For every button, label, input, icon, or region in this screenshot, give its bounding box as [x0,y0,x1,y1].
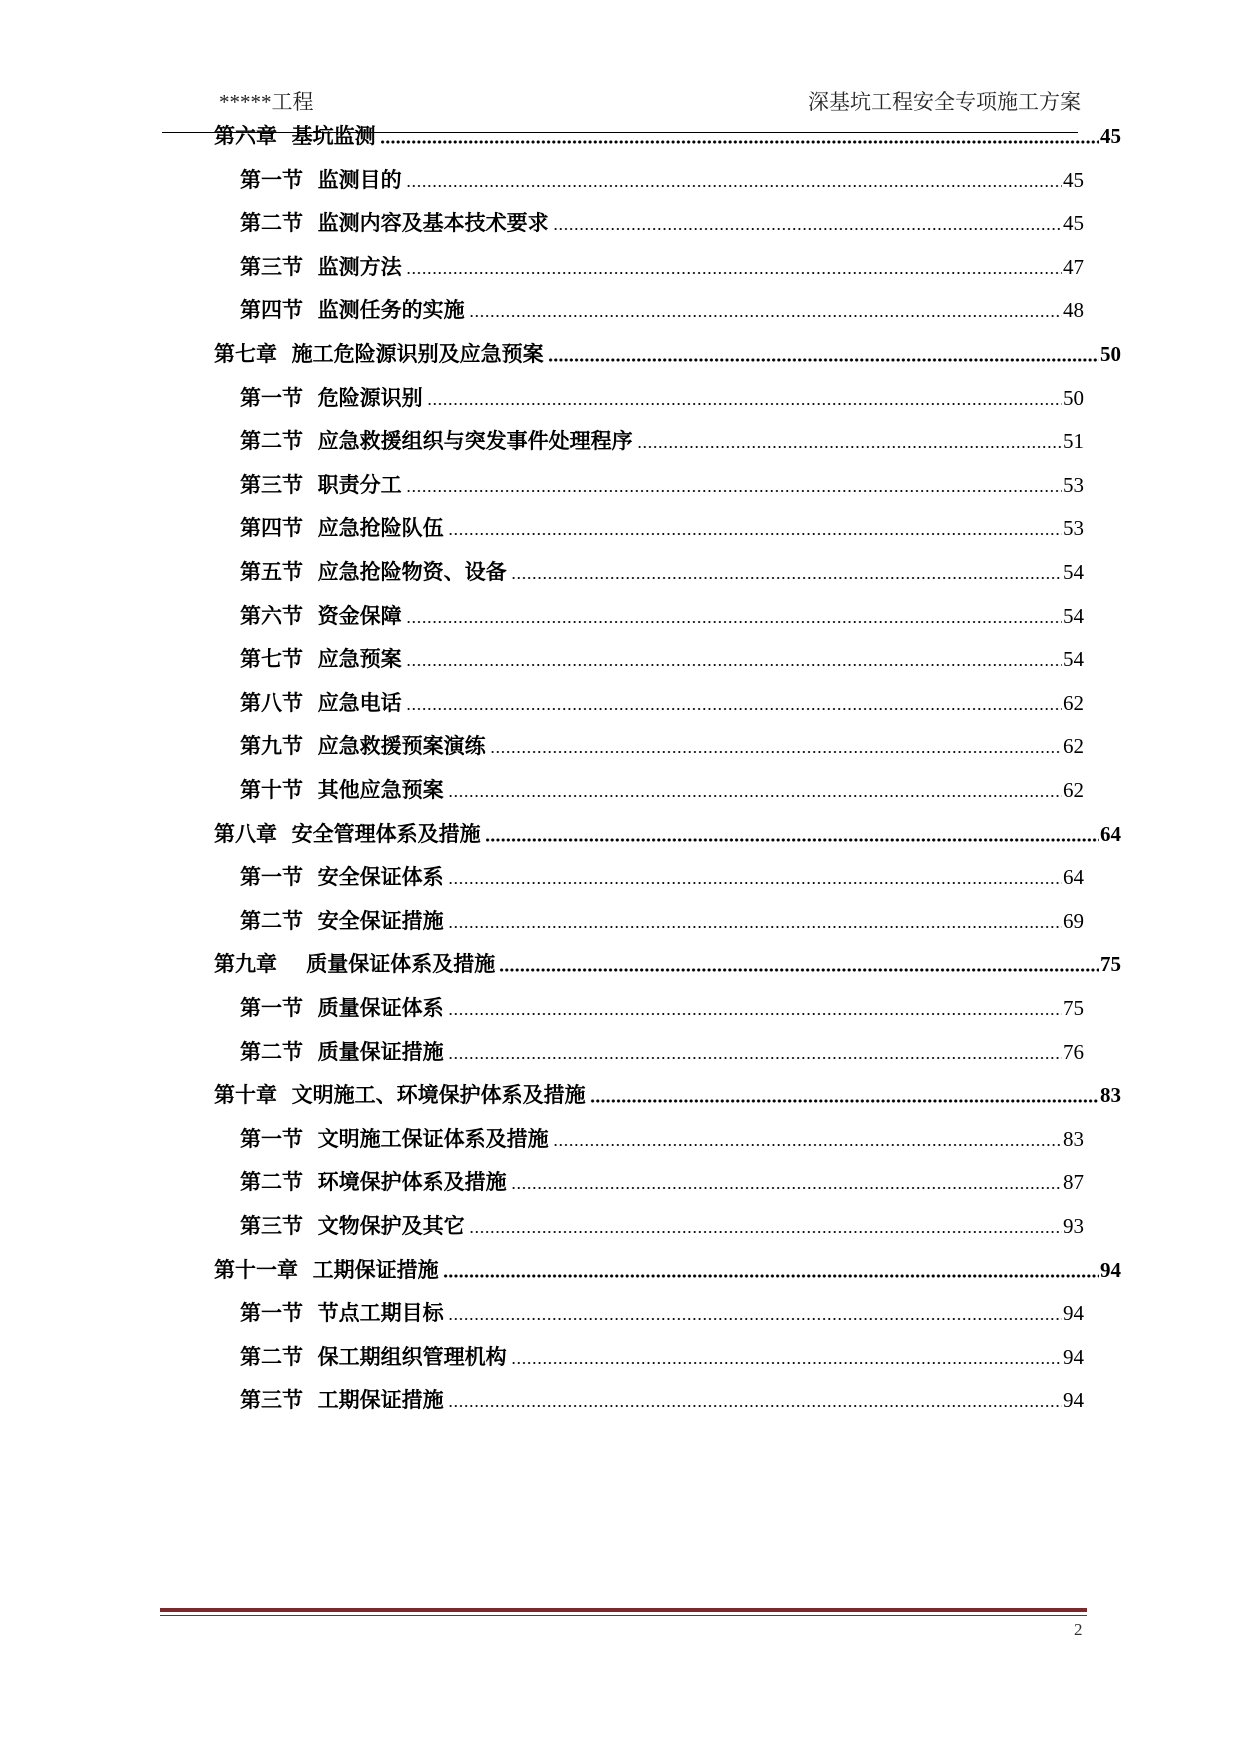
footer-divider-thin [160,1615,1087,1616]
toc-chapter-entry[interactable] [214,1077,1121,1109]
toc-entry-page: 47 [1063,254,1084,279]
toc-entry-title: 第二节 安全保证措施 [240,908,444,933]
toc-dot-leader [511,1170,1062,1190]
toc-dot-leader [553,211,1062,231]
toc-entry-title: 第一节 节点工期目标 [240,1301,444,1326]
header-project-name: *****工程 [219,90,314,114]
toc-section-entry[interactable] [240,423,1084,455]
toc-entry-page: 45 [1063,211,1084,236]
header-document-title: 深基坑工程安全专项施工方案 [808,90,1081,114]
toc-chapter-entry[interactable] [214,946,1121,978]
toc-entry-page: 94 [1063,1388,1084,1413]
toc-entry-title: 第二节 监测内容及基本技术要求 [240,211,549,236]
toc-section-entry[interactable] [240,292,1084,324]
toc-section-entry[interactable] [240,380,1084,412]
toc-dot-leader [448,1040,1062,1060]
toc-dot-leader [380,124,1099,144]
toc-entry-title: 第八章 安全管理体系及措施 [214,821,481,846]
toc-section-entry[interactable] [240,1034,1084,1066]
toc-dot-leader [469,298,1062,318]
toc-section-entry[interactable] [240,685,1084,717]
toc-chapter-entry[interactable] [214,336,1121,368]
toc-entry-page: 62 [1063,690,1084,715]
toc-entry-title: 第三节 工期保证措施 [240,1388,444,1413]
toc-dot-leader [469,1214,1062,1234]
toc-entry-title: 第六章 基坑监测 [214,124,376,148]
toc-section-entry[interactable] [240,249,1084,281]
page-number: 2 [1074,1620,1083,1639]
toc-dot-leader [406,473,1062,493]
toc-entry-title: 第七节 应急预案 [240,647,402,672]
toc-section-entry[interactable] [240,772,1084,804]
toc-dot-leader [406,647,1062,667]
toc-section-entry[interactable] [240,554,1084,586]
toc-entry-page: 76 [1063,1039,1084,1064]
toc-entry-page: 94 [1063,1344,1084,1369]
toc-section-entry[interactable] [240,467,1084,499]
footer-divider [160,1608,1087,1612]
toc-entry-title: 第三节 监测方法 [240,254,402,279]
toc-entry-page: 64 [1100,821,1121,846]
toc-section-entry[interactable] [240,1164,1084,1196]
toc-entry-page: 50 [1063,385,1084,410]
toc-entry-title: 第十章 文明施工、环境保护体系及措施 [214,1083,586,1108]
toc-entry-page: 87 [1063,1170,1084,1195]
toc-chapter-entry[interactable] [214,118,1121,150]
toc-entry-title: 第六节 资金保障 [240,603,402,628]
toc-dot-leader [406,691,1062,711]
toc-entry-page: 75 [1063,996,1084,1020]
toc-entry-title: 第二节 应急救援组织与突发事件处理程序 [240,429,633,454]
toc-entry-page: 50 [1100,342,1121,366]
toc-dot-leader [406,168,1062,188]
toc-dot-leader [448,778,1062,798]
toc-dot-leader [448,1301,1062,1321]
toc-dot-leader [448,865,1062,885]
toc-section-entry[interactable] [240,859,1084,891]
toc-chapter-entry[interactable] [214,1252,1121,1284]
toc-dot-leader [406,255,1062,275]
toc-dot-leader [499,952,1099,972]
toc-entry-page: 83 [1100,1083,1121,1108]
toc-entry-title: 第二节 保工期组织管理机构 [240,1344,507,1369]
toc-entry-title: 第十节 其他应急预案 [240,778,444,802]
toc-entry-title: 第一节 危险源识别 [240,385,423,410]
toc-entry-page: 75 [1100,952,1121,977]
toc-entry-title: 第九节 应急救援预案演练 [240,734,486,759]
toc-entry-title: 第三节 文物保护及其它 [240,1214,465,1238]
toc-entry-page: 62 [1063,734,1084,759]
toc-dot-leader [406,604,1062,624]
toc-entry-page: 54 [1063,647,1084,672]
toc-section-entry[interactable] [240,1339,1084,1371]
toc-entry-page: 45 [1063,167,1084,192]
toc-section-entry[interactable] [240,990,1084,1022]
toc-entry-title: 第一节 监测目的 [240,167,402,192]
toc-entry-title: 第十一章 工期保证措施 [214,1257,439,1282]
toc-dot-leader [490,734,1062,754]
toc-entry-page: 69 [1063,908,1084,933]
toc-dot-leader [448,996,1062,1016]
toc-section-entry[interactable] [240,598,1084,630]
toc-dot-leader [511,1345,1062,1365]
toc-dot-leader [553,1127,1062,1147]
toc-section-entry[interactable] [240,1121,1084,1153]
toc-section-entry[interactable] [240,205,1084,237]
toc-entry-title: 第五节 应急抢险物资、设备 [240,560,507,584]
toc-entry-page: 53 [1063,516,1084,541]
toc-entry-page: 48 [1063,298,1084,323]
toc-entry-page: 62 [1063,778,1084,802]
toc-dot-leader [511,560,1062,580]
toc-chapter-entry[interactable] [214,816,1121,848]
toc-entry-page: 54 [1063,560,1084,584]
toc-entry-page: 45 [1100,124,1121,148]
toc-entry-title: 第三节 职责分工 [240,472,402,497]
toc-entry-title: 第一节 安全保证体系 [240,865,444,890]
toc-entry-title: 第八节 应急电话 [240,690,402,715]
toc-entry-page: 53 [1063,472,1084,497]
toc-dot-leader [448,909,1062,929]
toc-dot-leader [590,1083,1099,1103]
toc-dot-leader [637,429,1062,449]
toc-section-entry[interactable] [240,162,1084,194]
toc-dot-leader [448,516,1062,536]
toc-entry-page: 51 [1063,429,1084,454]
toc-section-entry[interactable] [240,1295,1084,1327]
toc-section-entry[interactable] [240,641,1084,673]
toc-entry-title: 第一节 质量保证体系 [240,996,444,1020]
toc-entry-title: 第九章 质量保证体系及措施 [214,952,496,977]
toc-section-entry[interactable] [240,1382,1084,1414]
toc-entry-page: 94 [1063,1301,1084,1326]
toc-entry-page: 64 [1063,865,1084,890]
toc-entry-title: 第二节 质量保证措施 [240,1039,444,1064]
toc-entry-title: 第一节 文明施工保证体系及措施 [240,1126,549,1151]
toc-entry-page: 54 [1063,603,1084,628]
toc-entry-page: 83 [1063,1126,1084,1151]
toc-section-entry[interactable] [240,728,1084,760]
toc-dot-leader [485,822,1099,842]
toc-entry-title: 第四节 应急抢险队伍 [240,516,444,541]
toc-entry-title: 第二节 环境保护体系及措施 [240,1170,507,1195]
toc-dot-leader [427,386,1062,406]
toc-dot-leader [548,342,1099,362]
toc-entry-page: 94 [1100,1257,1121,1282]
toc-entry-title: 第七章 施工危险源识别及应急预案 [214,342,544,366]
toc-dot-leader [443,1258,1099,1278]
toc-dot-leader [448,1388,1062,1408]
toc-section-entry[interactable] [240,903,1084,935]
toc-entry-page: 93 [1063,1214,1084,1238]
toc-section-entry[interactable] [240,510,1084,542]
toc-entry-title: 第四节 监测任务的实施 [240,298,465,323]
toc-section-entry[interactable] [240,1208,1084,1240]
